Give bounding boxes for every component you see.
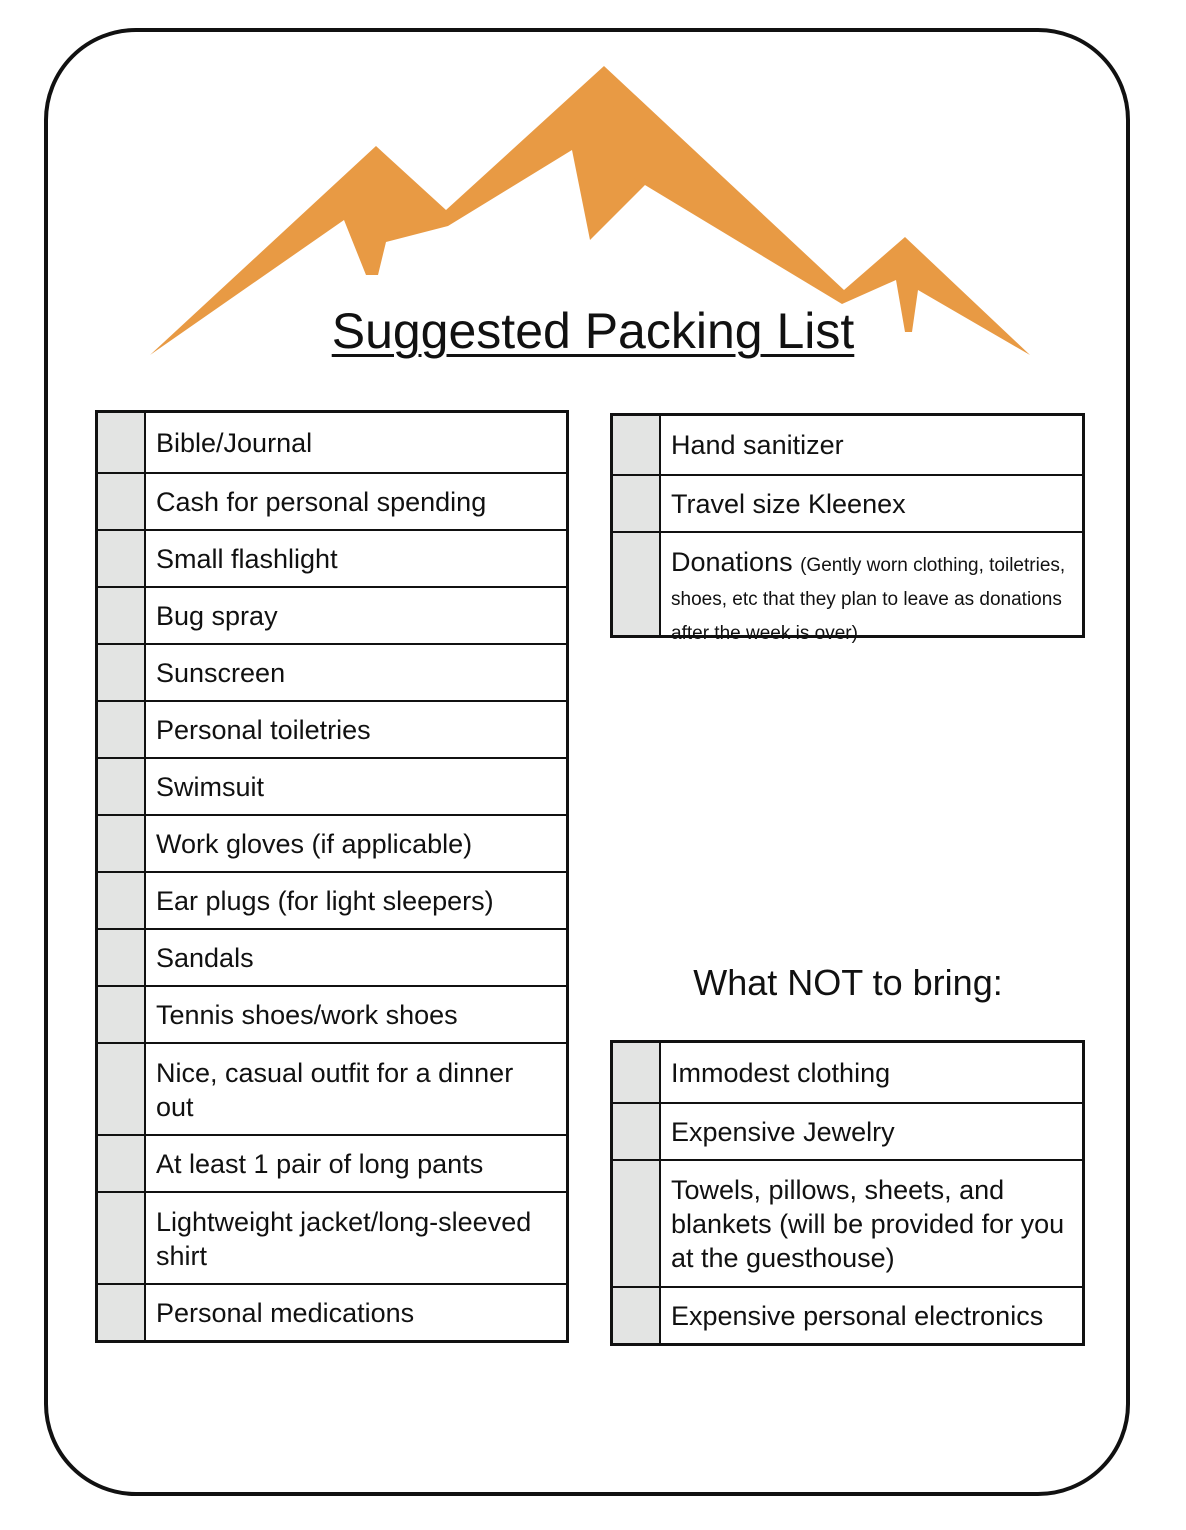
- donations-note: (Gently worn clothing, toiletries, shoes, etc that they plan to leave as donations after the week is over): [671, 555, 1066, 644]
- list-item: [98, 757, 566, 814]
- donations-label: Donations: [671, 547, 793, 577]
- checkbox[interactable]: [98, 588, 146, 643]
- checkbox[interactable]: [613, 533, 661, 635]
- checkbox[interactable]: [98, 1044, 146, 1134]
- checkbox[interactable]: [613, 1161, 661, 1286]
- checkbox[interactable]: [98, 1285, 146, 1340]
- list-item: [98, 1042, 566, 1134]
- not-bring-list: [610, 1040, 1085, 1346]
- item-label: Bug spray: [156, 600, 278, 631]
- item-label: Personal medications: [156, 1297, 415, 1328]
- item-label: Swimsuit: [156, 771, 265, 802]
- item-label: Towels, pillows, sheets, and blankets (will be provided for you at the guesthouse): [671, 1175, 1065, 1273]
- not-bring-heading: What NOT to bring:: [693, 962, 1003, 1003]
- item-label: Ear plugs (for light sleepers): [156, 885, 494, 916]
- checkbox[interactable]: [98, 759, 146, 814]
- item-label: Lightweight jacket/long-sleeved shirt: [156, 1207, 532, 1271]
- list-item: [613, 416, 1082, 474]
- item-label: Work gloves (if applicable): [156, 828, 473, 859]
- list-item: [98, 413, 566, 472]
- checkbox[interactable]: [98, 1193, 146, 1283]
- packing-list-left: [95, 410, 569, 1343]
- list-item: [98, 472, 566, 529]
- list-item: [98, 814, 566, 871]
- checkbox[interactable]: [98, 413, 146, 472]
- list-item: [613, 1159, 1082, 1286]
- checkbox[interactable]: [98, 987, 146, 1042]
- list-item: [98, 529, 566, 586]
- item-label: Immodest clothing: [671, 1057, 891, 1088]
- list-item: [98, 928, 566, 985]
- checkbox[interactable]: [98, 873, 146, 928]
- checkbox[interactable]: [613, 1288, 661, 1343]
- list-item: [98, 700, 566, 757]
- item-label: Personal toiletries: [156, 714, 371, 745]
- donations-item: [661, 533, 1082, 644]
- item-label: Sunscreen: [156, 657, 286, 688]
- item-label: Travel size Kleenex: [671, 488, 906, 519]
- checkbox[interactable]: [98, 1136, 146, 1191]
- list-item: [613, 474, 1082, 531]
- checkbox[interactable]: [98, 702, 146, 757]
- checkbox[interactable]: [613, 1104, 661, 1159]
- list-item: [613, 1043, 1082, 1102]
- item-label: Tennis shoes/work shoes: [156, 999, 458, 1030]
- list-item: [613, 1286, 1082, 1343]
- list-item: [613, 531, 1082, 644]
- item-label: Expensive Jewelry: [671, 1116, 895, 1147]
- checkbox[interactable]: [98, 645, 146, 700]
- item-label: Hand sanitizer: [671, 430, 844, 460]
- item-label: At least 1 pair of long pants: [156, 1148, 484, 1179]
- checkbox[interactable]: [98, 474, 146, 529]
- list-item: [98, 985, 566, 1042]
- item-label: Small flashlight: [156, 543, 338, 574]
- packing-list-right: [610, 413, 1085, 644]
- item-label: Sandals: [156, 942, 254, 973]
- item-label: Nice, casual outfit for a dinner out: [156, 1058, 514, 1122]
- checkbox[interactable]: [98, 531, 146, 586]
- checkbox[interactable]: [98, 930, 146, 985]
- list-item: [98, 871, 566, 928]
- checkbox[interactable]: [613, 476, 661, 531]
- list-item: [98, 1283, 566, 1340]
- checkbox[interactable]: [98, 816, 146, 871]
- list-item: [98, 643, 566, 700]
- checkbox[interactable]: [613, 416, 661, 474]
- list-item: [98, 586, 566, 643]
- list-item: [98, 1191, 566, 1283]
- item-label: Bible/Journal: [156, 427, 313, 458]
- item-label: Cash for personal spending: [156, 486, 487, 517]
- list-item: [613, 1102, 1082, 1159]
- checkbox[interactable]: [613, 1043, 661, 1102]
- list-item: [98, 1134, 566, 1191]
- item-label: Expensive personal electronics: [671, 1300, 1044, 1331]
- page-title: Suggested Packing List: [331, 303, 855, 359]
